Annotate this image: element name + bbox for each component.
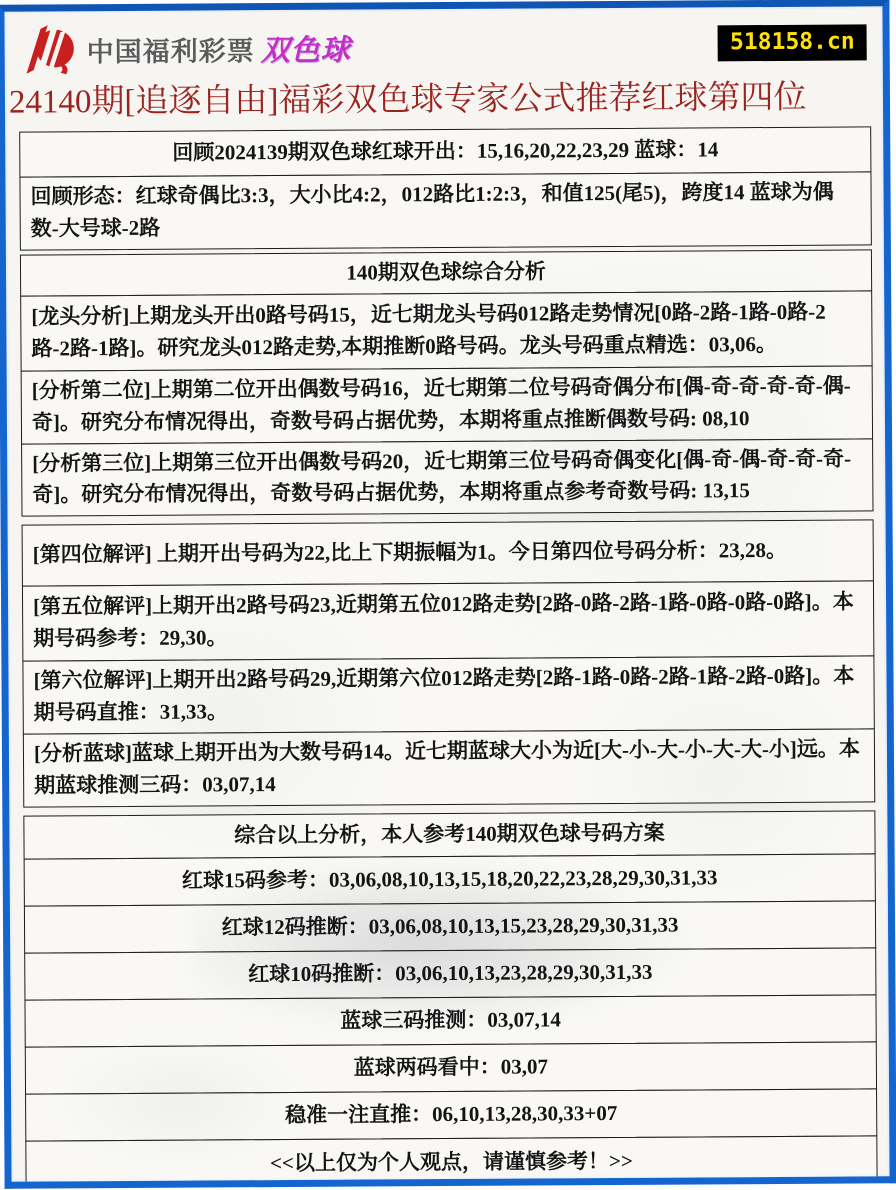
analysis-row — [21, 365, 873, 444]
row-text: 回顾形态：红球奇偶比3:3，大小比4:2，012路比1:2:3，和值125(尾5)，跨度14 蓝球为偶数-大号球-2路 — [30, 179, 834, 241]
analysis-table — [19, 126, 877, 1188]
row-text: [分析第三位]上期第三位开出偶数号码20，近七期第三位号码奇偶变化[偶-奇-偶-奇-奇-奇-奇]。研究分布情况得出，奇数号码占据优势，本期将重点参考奇数号码: 13,15 — [32, 446, 852, 507]
logo-brand: 双色球 — [260, 34, 351, 67]
analysis-row — [19, 171, 871, 250]
row-text: [第四位解评] 上期开出号码为22,比上下期振幅为1。今日第四位号码分析：23,28。 — [32, 538, 788, 567]
row-text: [第五位解评]上期开出2路号码23,近期第五位012路走势[2路-0路-2路-1路-0路-0路-0路]。本期号码参考：29,30。 — [32, 589, 854, 651]
analysis-row — [22, 520, 874, 587]
analysis-row — [22, 656, 874, 735]
row-text: [龙头分析]上期龙头开出0路号码15，近七期龙头号码012路走势情况[0路-2路-1路-0路-2路-2路-1路]。研究龙头012路走势,本期推断0路号码。龙头号码重点精选：03,06。 — [31, 299, 826, 361]
row-text: [分析蓝球]蓝球上期开出为大数号码14。近七期蓝球大小为近[大-小-大-小-大-大-小]远。本期蓝球推测三码：03,07,14 — [33, 736, 860, 798]
row-text: 蓝球三码推测：03,07,14 — [340, 1007, 561, 1033]
analysis-row — [24, 900, 876, 953]
row-text: <<以上仅为个人观点，请谨慎参考！>> — [269, 1148, 633, 1176]
analysis-row — [25, 1088, 877, 1141]
row-text: 蓝球两码看中：03,07 — [353, 1054, 549, 1080]
analysis-row — [22, 581, 874, 662]
masthead — [4, 6, 882, 75]
analysis-row — [20, 290, 872, 371]
row-text: [分析第二位]上期第二位开出偶数号码16，近七期第二位号码奇偶分布[偶-奇-奇-奇-奇-偶-奇]。研究分布情况得出，奇数号码占据优势，本期将重点推断偶数号码: 08,10 — [31, 373, 851, 435]
page-title: 24140期[追逐自由]福彩双色球专家公式推荐红球第四位 — [8, 79, 807, 121]
row-text: 回顾2024139期双色球红球开出：15,16,20,22,23,29 蓝球：14 — [172, 137, 719, 165]
row-text: 稳准一注直推：06,10,13,28,30,33+07 — [284, 1101, 618, 1128]
site-badge: 518158.cn — [718, 24, 867, 61]
row-text: [第六位解评]上期开出2路号码29,近期第六位012路走势[2路-1路-0路-2路-1路-2路-0路]。本期号码直推：31,33。 — [33, 663, 855, 725]
row-text: 红球10码推断：03,06,10,13,23,28,29,30,31,33 — [248, 959, 653, 987]
china-welfare-lottery-emblem-icon — [21, 23, 79, 75]
analysis-row — [23, 729, 875, 808]
analysis-row — [19, 126, 871, 177]
logo-text: 中国福利彩票 — [86, 35, 255, 67]
logo — [21, 22, 351, 76]
row-text: 140期双色球综合分析 — [346, 259, 546, 285]
analysis-row — [24, 853, 876, 906]
analysis-row — [25, 1135, 877, 1188]
analysis-row — [24, 947, 876, 1000]
analysis-row — [24, 994, 876, 1047]
row-text: 综合以上分析，本人参考140期双色球号码方案 — [234, 820, 665, 848]
analysis-row — [25, 1041, 877, 1094]
row-text: 红球12码推断：03,06,08,10,13,15,23,28,29,30,31,33 — [221, 912, 679, 940]
analysis-row — [23, 810, 875, 859]
analysis-row — [21, 438, 873, 517]
row-text: 红球15码参考：03,06,08,10,13,15,18,20,22,23,28,29,30,31,33 — [181, 865, 718, 893]
analysis-row — [20, 249, 872, 296]
